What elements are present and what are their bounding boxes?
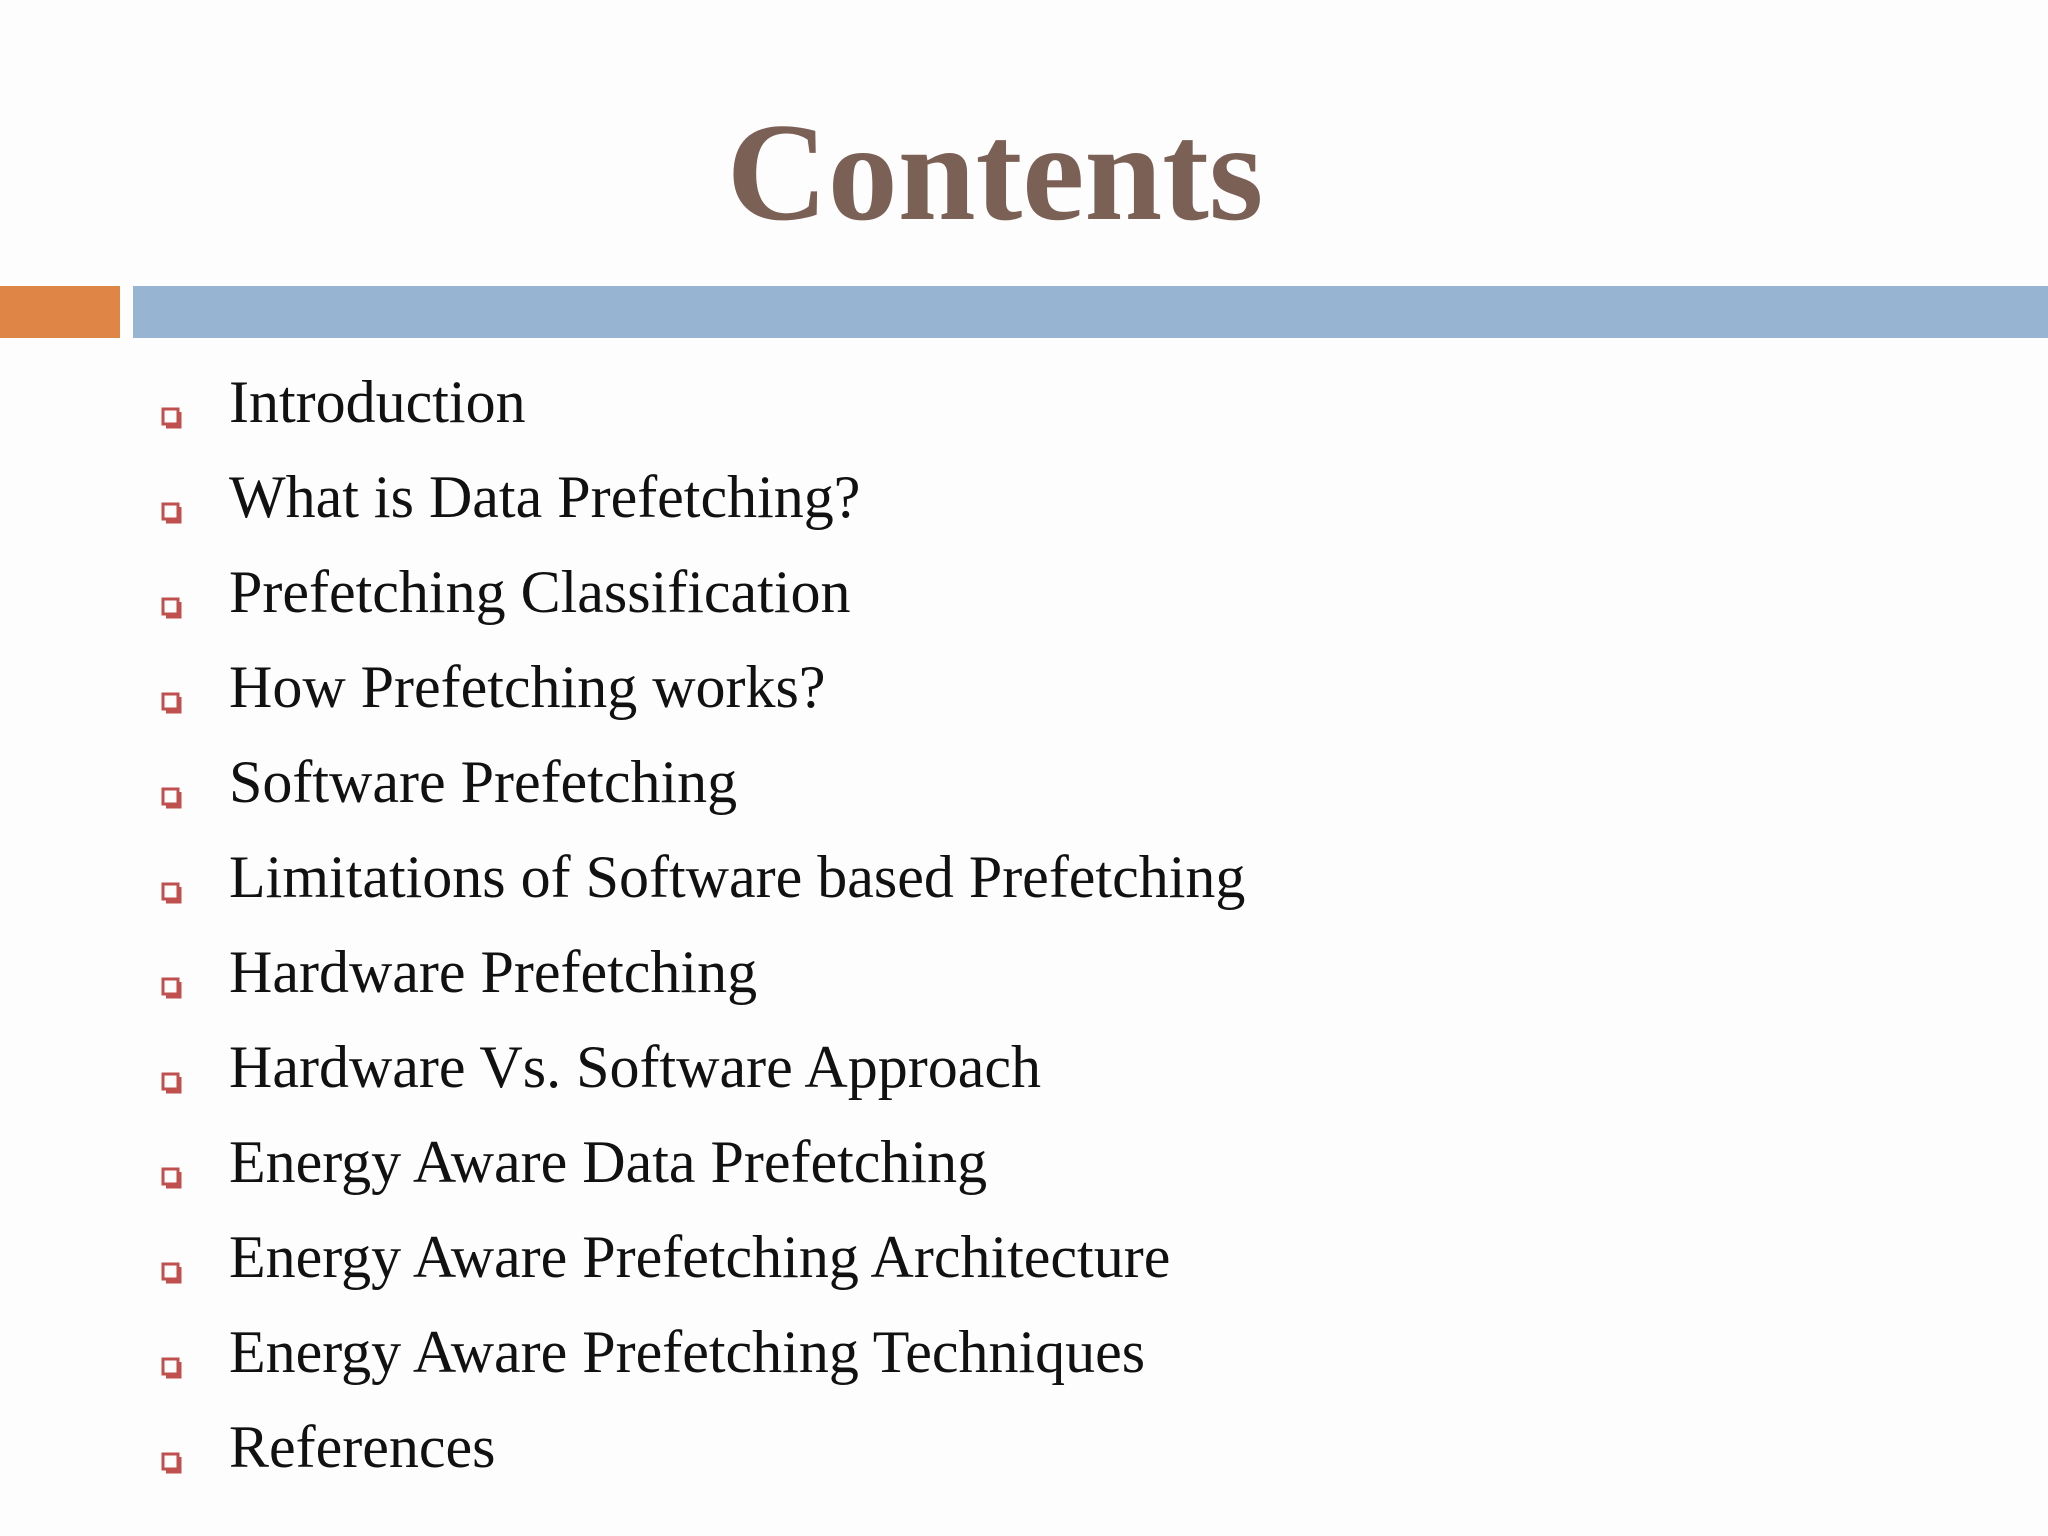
square-bullet-icon xyxy=(161,1167,183,1189)
list-item-label: How Prefetching works? xyxy=(229,654,826,720)
square-bullet-icon xyxy=(161,882,183,904)
square-bullet-icon xyxy=(161,1262,183,1284)
list-item-label: Energy Aware Prefetching Architecture xyxy=(229,1224,1171,1290)
square-bullet-icon xyxy=(161,407,183,429)
list-item-label: Software Prefetching xyxy=(229,749,738,815)
list-item-label: References xyxy=(229,1414,496,1480)
square-bullet-icon xyxy=(161,692,183,714)
list-item-label: Hardware Vs. Software Approach xyxy=(229,1034,1041,1100)
list-item-label: Hardware Prefetching xyxy=(229,939,758,1005)
list-item-label: Limitations of Software based Prefetching xyxy=(229,844,1246,910)
square-bullet-icon xyxy=(161,787,183,809)
accent-bar xyxy=(0,286,120,338)
square-bullet-icon xyxy=(161,977,183,999)
square-bullet-icon xyxy=(161,597,183,619)
list-item-label: What is Data Prefetching? xyxy=(229,464,861,530)
slide-title: Contents xyxy=(726,95,1264,250)
list-item-label: Energy Aware Data Prefetching xyxy=(229,1129,988,1195)
title-divider-bar xyxy=(133,286,2048,338)
square-bullet-icon xyxy=(161,502,183,524)
square-bullet-icon xyxy=(161,1072,183,1094)
square-bullet-icon xyxy=(161,1357,183,1379)
list-item-label: Prefetching Classification xyxy=(229,559,851,625)
list-item-label: Introduction xyxy=(229,369,526,435)
list-item-label: Energy Aware Prefetching Techniques xyxy=(229,1319,1146,1385)
square-bullet-icon xyxy=(161,1452,183,1474)
